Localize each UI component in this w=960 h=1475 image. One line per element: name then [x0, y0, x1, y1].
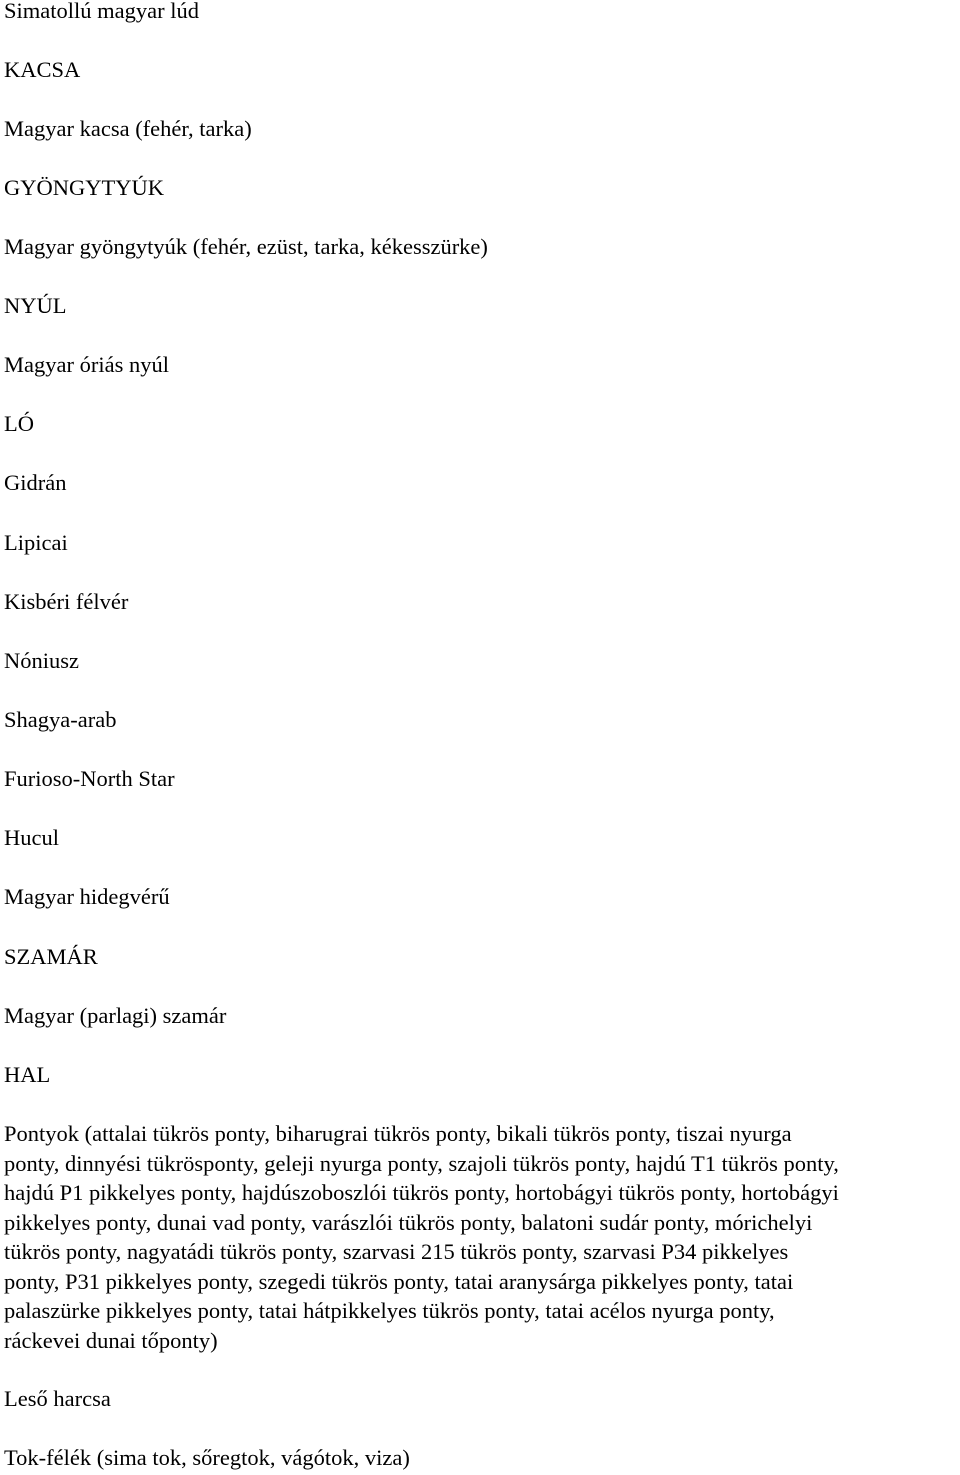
- text-line: Tok-félék (sima tok, sőregtok, vágótok, viza): [4, 1445, 410, 1470]
- text-line: Hucul: [4, 825, 59, 850]
- section-heading: HAL: [4, 1062, 51, 1087]
- text-line: Magyar hidegvérű: [4, 884, 170, 909]
- paragraph-line: tükrös ponty, nagyatádi tükrös ponty, szarvasi 215 tükrös ponty, szarvasi P34 pikkelyes: [4, 1239, 789, 1264]
- text-line: Furioso-North Star: [4, 766, 175, 791]
- section-heading: KACSA: [4, 57, 81, 82]
- text-line: Gidrán: [4, 470, 67, 495]
- text-line: Shagya-arab: [4, 707, 117, 732]
- paragraph-line: ponty, dinnyési tükrösponty, geleji nyurga ponty, szajoli tükrös ponty, hajdú T1 tükrös ponty,: [4, 1150, 839, 1176]
- paragraph-line: ráckevei dunai tőponty): [4, 1327, 218, 1353]
- text-line: Magyar kacsa (fehér, tarka): [4, 116, 252, 141]
- section-heading: NYÚL: [4, 293, 67, 318]
- text-line: Kisbéri félvér: [4, 589, 129, 614]
- text-line: Magyar gyöngytyúk (fehér, ezüst, tarka, kékesszürke): [4, 234, 488, 259]
- carp-list-paragraph: [4, 1119, 956, 1355]
- text-line: Nóniusz: [4, 648, 79, 673]
- section-heading: SZAMÁR: [4, 944, 98, 969]
- text-line: Lipicai: [4, 530, 68, 555]
- text-line: Magyar óriás nyúl: [4, 352, 169, 377]
- paragraph-line: ponty, P31 pikkelyes ponty, szegedi tükrös ponty, tatai aranysárga pikkelyes ponty, tatai: [4, 1268, 794, 1294]
- section-heading: GYÖNGYTYÚK: [4, 175, 164, 200]
- paragraph-line: hajdú P1 pikkelyes ponty, hajdúszoboszlói tükrös ponty, hortobágyi tükrös ponty, hortobágyi: [4, 1180, 839, 1205]
- paragraph-line: palaszürke pikkelyes ponty, tatai hátpikkelyes tükrös ponty, tatai acélos nyurga ponty,: [4, 1298, 775, 1323]
- text-line: Simatollú magyar lúd: [4, 0, 199, 23]
- paragraph-line: pikkelyes ponty, dunai vad ponty, varászlói tükrös ponty, balatoni sudár ponty, mórichelyi: [4, 1209, 813, 1235]
- section-heading: LÓ: [4, 411, 34, 436]
- text-line: Leső harcsa: [4, 1386, 111, 1411]
- text-line: Magyar (parlagi) szamár: [4, 1003, 227, 1028]
- paragraph-line: Pontyok (attalai tükrös ponty, biharugrai tükrös ponty, bikali tükrös ponty, tiszai nyurga: [4, 1121, 792, 1146]
